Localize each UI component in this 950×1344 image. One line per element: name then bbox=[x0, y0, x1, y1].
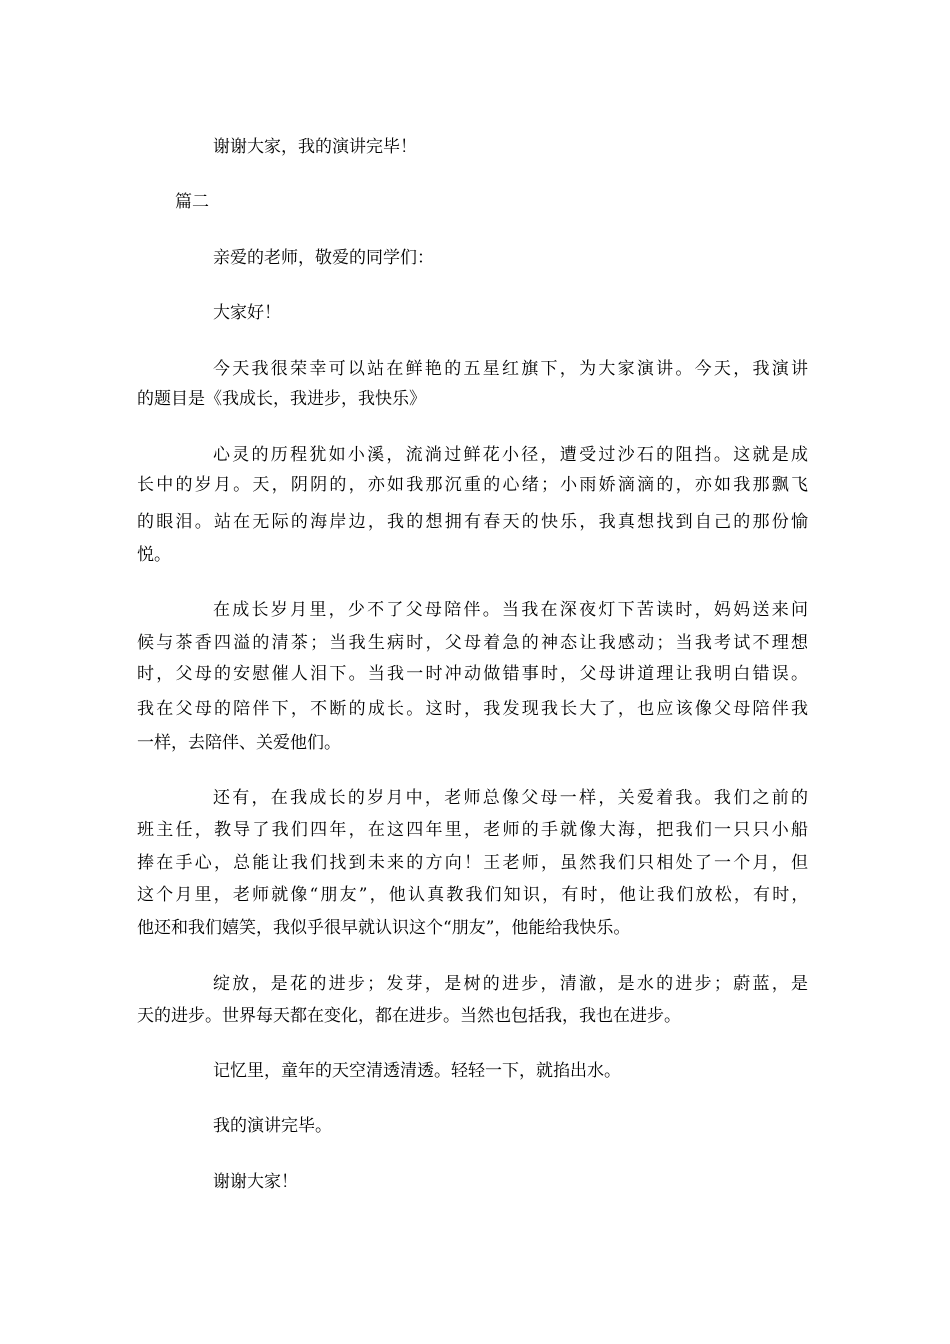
paragraph-line: 的题目是《我成长，我进步，我快乐》 bbox=[137, 389, 426, 409]
paragraph-line: 我在父母的陪伴下，不断的成长。这时，我发现我长大了，也应该像父母陪伴我 bbox=[137, 699, 811, 719]
speech-end-line: 我的演讲完毕。 bbox=[213, 1116, 332, 1136]
paragraph-line: 今天我很荣幸可以站在鲜艳的五星红旗下，为大家演讲。今天，我演讲 bbox=[213, 359, 811, 379]
paragraph-line: 候与茶香四溢的清茶；当我生病时，父母着急的神态让我感动；当我考试不理想 bbox=[137, 633, 811, 653]
paragraph-line: 这个月里，老师就像“朋友”，他认真教我们知识，有时，他让我们放松，有时， bbox=[137, 885, 811, 905]
hello-line: 大家好！ bbox=[213, 303, 281, 323]
paragraph-line: 他还和我们嬉笑，我似乎很早就认识这个“朋友”，他能给我快乐。 bbox=[137, 918, 631, 938]
paragraph-line: 一样，去陪伴、关爱他们。 bbox=[137, 733, 341, 753]
paragraph-line: 还有，在我成长的岁月中，老师总像父母一样，关爱着我。我们之前的 bbox=[213, 788, 811, 808]
closing-previous-speech: 谢谢大家，我的演讲完毕！ bbox=[213, 137, 417, 157]
paragraph-line: 捧在手心，总能让我们找到未来的方向！王老师，虽然我们只相处了一个月，但 bbox=[137, 853, 811, 873]
paragraph-line: 长中的岁月。天，阴阴的，亦如我那沉重的心绪；小雨娇滴滴的，亦如我那飘飞 bbox=[137, 475, 811, 495]
paragraph-line: 班主任，教导了我们四年，在这四年里，老师的手就像大海，把我们一只只小船 bbox=[137, 820, 811, 840]
paragraph-line: 在成长岁月里，少不了父母陪伴。当我在深夜灯下苦读时，妈妈送来问 bbox=[213, 600, 811, 620]
paragraph-line: 天的进步。世界每天都在变化，都在进步。当然也包括我，我也在进步。 bbox=[137, 1006, 681, 1026]
paragraph-line: 心灵的历程犹如小溪，流淌过鲜花小径，遭受过沙石的阻挡。这就是成 bbox=[213, 445, 811, 465]
paragraph-line: 时，父母的安慰催人泪下。当我一时冲动做错事时，父母讲道理让我明白错误。 bbox=[137, 664, 811, 684]
greeting-line: 亲爱的老师，敬爱的同学们： bbox=[213, 248, 434, 268]
paragraph-line: 绽放，是花的进步；发芽，是树的进步，清澈，是水的进步；蔚蓝，是 bbox=[213, 974, 811, 994]
section-heading: 篇二 bbox=[175, 192, 209, 212]
paragraph-line: 悦。 bbox=[137, 545, 171, 565]
paragraph-line: 的眼泪。站在无际的海岸边，我的想拥有春天的快乐，我真想找到自己的那份愉 bbox=[137, 512, 811, 532]
thanks-line: 谢谢大家！ bbox=[213, 1172, 298, 1192]
memory-line: 记忆里，童年的天空清透清透。轻轻一下，就掐出水。 bbox=[213, 1061, 621, 1081]
